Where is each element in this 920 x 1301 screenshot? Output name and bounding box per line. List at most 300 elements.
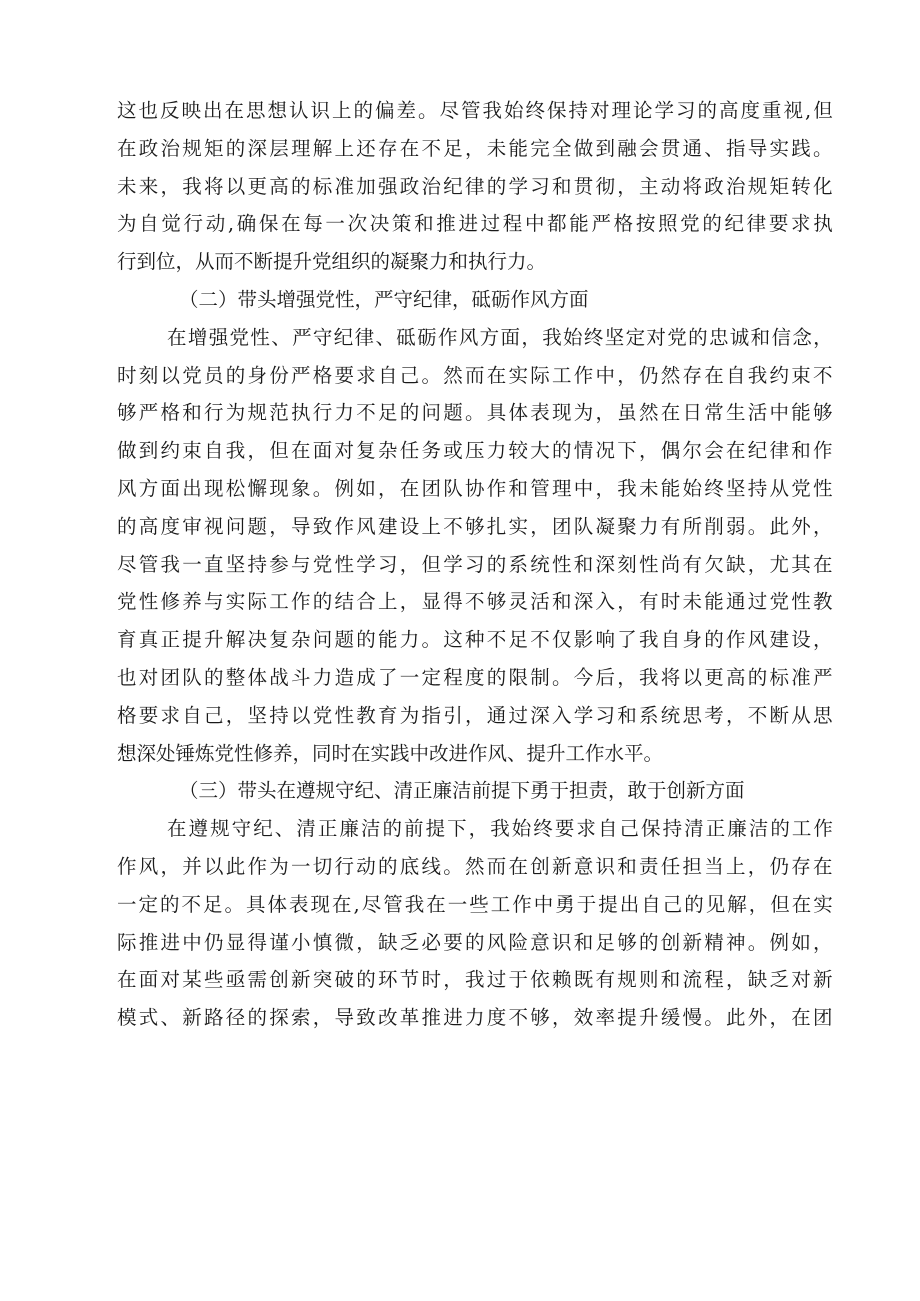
text-char: 实 — [813, 892, 833, 916]
text-char: 程 — [704, 968, 724, 992]
text-char: 指 — [726, 136, 746, 160]
text-char: 突 — [312, 968, 333, 992]
text-char: 的 — [399, 401, 420, 425]
text-char: 终 — [525, 99, 546, 122]
text-char: 建 — [378, 514, 398, 538]
text-char: 够 — [813, 401, 833, 425]
text-char: 教 — [813, 590, 833, 614]
text-char: 。 — [421, 363, 442, 387]
text-char: 思 — [246, 99, 266, 122]
text-char: 守 — [312, 325, 333, 349]
text-char: 洁 — [360, 817, 381, 841]
text-char: ， — [312, 1006, 333, 1030]
text-char: 实 — [225, 590, 246, 614]
text-char: 能 — [508, 136, 529, 160]
text-char: 不 — [486, 628, 507, 652]
text-char: 作 — [813, 439, 833, 463]
text-char: 有 — [660, 514, 681, 538]
text-char: 方 — [138, 476, 159, 500]
text-char: ， — [552, 1006, 572, 1030]
text-char: 要 — [334, 363, 355, 387]
text-char: 新 — [813, 968, 833, 992]
text-char: 然 — [443, 363, 463, 387]
text-char: 矩 — [769, 174, 790, 198]
text-char: 松 — [225, 476, 246, 500]
text-char: 还 — [356, 136, 376, 160]
text-char: 仍 — [769, 854, 790, 878]
text-char: 的 — [160, 892, 180, 916]
text-char: 我 — [160, 552, 181, 576]
text-char: , — [805, 99, 812, 122]
text-char: 对 — [646, 325, 666, 349]
text-char: 上 — [726, 854, 746, 878]
text-char: 砺 — [417, 325, 437, 349]
text-char: 深 — [247, 136, 268, 160]
text-char: 份 — [269, 363, 289, 387]
text-char: 系 — [508, 552, 529, 576]
text-char: 统 — [530, 552, 550, 576]
text-char: 为 — [399, 703, 420, 727]
text-char: 乏 — [769, 968, 790, 992]
text-char: 标 — [769, 665, 790, 689]
text-char: 况 — [595, 439, 616, 463]
text-char: 论 — [633, 99, 653, 122]
text-char: 正 — [705, 817, 726, 841]
text-char: 要 — [554, 817, 575, 841]
text-char: 响 — [595, 628, 616, 652]
text-char: 审 — [182, 514, 202, 538]
text-char: 复 — [356, 439, 376, 463]
text-char: 律 — [746, 212, 767, 236]
text-char: 中 — [533, 892, 554, 916]
text-char: 主 — [639, 174, 659, 198]
text-char: 缺 — [747, 968, 768, 992]
text-char: 够 — [486, 590, 507, 614]
text-char: 和 — [182, 401, 202, 425]
text-char: 不 — [530, 628, 550, 652]
text-char: 解 — [225, 628, 246, 652]
text-char: 我 — [482, 99, 503, 122]
text-char: 定 — [421, 665, 442, 689]
text-char: ， — [465, 136, 485, 160]
text-char: 致 — [312, 514, 333, 538]
text-char: 未 — [486, 136, 507, 160]
text-char: 从 — [769, 476, 790, 500]
text-char: 切 — [312, 854, 333, 878]
text-char: 在 — [224, 99, 245, 122]
text-char: 治 — [726, 174, 746, 198]
text-char: 党 — [680, 212, 700, 236]
text-char: 规 — [747, 174, 768, 198]
text-line — [117, 697, 833, 735]
text-char: 始 — [504, 99, 524, 122]
text-char: 得 — [247, 930, 268, 954]
paragraph-3 — [117, 810, 833, 1037]
text-char: 精 — [704, 930, 724, 954]
text-char: , — [227, 212, 235, 236]
text-char: 。 — [443, 854, 463, 878]
text-char: 力 — [399, 628, 420, 652]
text-char: 在 — [791, 1006, 811, 1030]
text-char: 我 — [404, 892, 425, 916]
text-char: 自 — [378, 363, 398, 387]
text-line — [117, 357, 833, 395]
text-char: 在 — [660, 401, 681, 425]
text-char: 不 — [813, 363, 833, 387]
text-char: 。 — [421, 628, 442, 652]
text-char: 的 — [486, 665, 507, 689]
text-char: 在 — [399, 136, 420, 160]
text-char: 上 — [334, 136, 355, 160]
text-char: 限 — [508, 665, 529, 689]
text-char: 建 — [769, 628, 790, 652]
text-char: 要 — [138, 703, 159, 727]
text-char: 我 — [182, 174, 202, 198]
text-char: 、 — [274, 817, 295, 841]
text-char: 、 — [271, 325, 291, 349]
text-line — [117, 470, 833, 508]
text-char: 此 — [225, 854, 246, 878]
text-char: 力 — [334, 401, 355, 425]
text-char: ， — [639, 439, 659, 463]
text-char: 作 — [726, 628, 746, 652]
text-char: 这 — [443, 628, 463, 652]
text-char: 完 — [530, 136, 550, 160]
text-char: 洁 — [748, 817, 769, 841]
text-char: ， — [521, 325, 541, 349]
text-char: 的 — [353, 99, 374, 122]
text-char: 仍 — [639, 363, 659, 387]
text-char: 求 — [356, 363, 376, 387]
text-char: 在 — [167, 817, 187, 841]
text-char: 有 — [639, 590, 659, 614]
text-line — [117, 92, 833, 130]
text-char: 中 — [769, 401, 790, 425]
text-char: 作 — [437, 325, 458, 349]
text-char: 作 — [486, 476, 507, 500]
text-char: 纪 — [333, 325, 354, 349]
text-char: 程 — [502, 212, 523, 236]
text-char: 党 — [667, 325, 687, 349]
text-char: 保 — [547, 99, 567, 122]
text-char: 矩 — [204, 136, 224, 160]
text-char: 生 — [726, 401, 746, 425]
text-char: 党 — [117, 590, 137, 614]
text-char: 砥 — [396, 325, 416, 349]
text-char: ， — [595, 476, 616, 500]
text-char: 足 — [203, 892, 223, 916]
text-char: ， — [813, 628, 833, 652]
text-char: 考 — [704, 703, 724, 727]
text-char: 按 — [635, 212, 656, 236]
text-char: 路 — [204, 1006, 224, 1030]
text-char: 以 — [291, 703, 311, 727]
text-char: 未 — [117, 174, 137, 198]
text-char: 前 — [404, 817, 424, 841]
text-char: 显 — [225, 930, 246, 954]
text-char: 能 — [569, 212, 589, 236]
text-char: 题 — [443, 401, 463, 425]
text-char: 通 — [726, 590, 746, 614]
text-char: 教 — [356, 703, 376, 727]
text-char: 设 — [399, 514, 420, 538]
text-char: 严 — [813, 665, 833, 689]
text-char: 身 — [247, 363, 268, 387]
text-char: 和 — [791, 439, 811, 463]
text-char: ， — [530, 514, 550, 538]
document-page — [117, 92, 833, 1037]
text-char: 党 — [229, 325, 250, 349]
text-char: 升 — [639, 1006, 659, 1030]
text-char: 做 — [573, 136, 594, 160]
text-char: 管 — [138, 552, 159, 576]
text-char: 、 — [160, 1006, 181, 1030]
text-char: 尽 — [117, 552, 137, 576]
text-char: 行 — [334, 854, 355, 878]
text-char: 和 — [552, 590, 572, 614]
text-char: 出 — [619, 892, 640, 916]
text-char: 设 — [791, 628, 811, 652]
text-char: 束 — [791, 363, 811, 387]
text-char: 环 — [378, 968, 398, 992]
text-char: 党 — [769, 590, 790, 614]
text-char: 层 — [269, 136, 289, 160]
text-char: 制 — [530, 665, 550, 689]
text-char: ， — [399, 590, 420, 614]
text-char: 所 — [682, 514, 703, 538]
text-char: 聚 — [617, 514, 637, 538]
text-char: 也 — [117, 665, 137, 689]
text-char: 新 — [682, 930, 703, 954]
text-char: 工 — [269, 590, 289, 614]
text-char: 赖 — [552, 968, 572, 992]
text-char: 学 — [356, 552, 376, 576]
text-char: 在 — [117, 136, 137, 160]
text-char: 面 — [138, 968, 159, 992]
text-char: 够 — [465, 514, 485, 538]
text-char: 对 — [160, 968, 181, 992]
text-char: 贯 — [573, 174, 594, 198]
text-char: 下 — [447, 817, 467, 841]
text-char: 诚 — [729, 325, 750, 349]
text-char: 力 — [312, 665, 333, 689]
text-char: 会 — [704, 439, 724, 463]
text-line — [117, 508, 833, 546]
text-char: 遵 — [188, 817, 209, 841]
text-char: 的 — [770, 817, 790, 841]
text-char: ， — [356, 930, 376, 954]
text-char: 性 — [334, 703, 355, 727]
text-char: 严 — [591, 212, 611, 236]
text-char: 作 — [813, 817, 833, 841]
text-char: 党 — [312, 703, 333, 727]
text-char: 的 — [356, 968, 376, 992]
text-char: 修 — [160, 590, 181, 614]
text-char: ， — [747, 854, 768, 878]
text-char: 而 — [465, 363, 485, 387]
text-char: 率 — [595, 1006, 616, 1030]
text-char: 题 — [247, 514, 268, 538]
text-char: 解 — [312, 136, 333, 160]
text-char: 虽 — [617, 401, 637, 425]
text-char: 时 — [117, 363, 137, 387]
text-char: 后 — [595, 665, 616, 689]
text-char: 真 — [138, 628, 159, 652]
text-char: 范 — [269, 401, 289, 425]
text-char: 更 — [247, 174, 268, 198]
text-char: 会 — [639, 136, 659, 160]
text-char: ， — [617, 590, 637, 614]
text-char: 融 — [617, 136, 637, 160]
text-char: 际 — [117, 930, 137, 954]
text-char: 的 — [486, 174, 507, 198]
text-char: 指 — [421, 703, 442, 727]
text-char: 学 — [508, 174, 529, 198]
text-char: ， — [617, 363, 637, 387]
text-char: 一 — [117, 892, 137, 916]
text-char: 终 — [583, 325, 604, 349]
text-char: 乏 — [399, 930, 420, 954]
text-char: 加 — [356, 174, 376, 198]
text-char: 和 — [573, 930, 594, 954]
text-char: 强 — [208, 325, 229, 349]
text-char: ， — [160, 174, 181, 198]
text-char: 转 — [791, 174, 811, 198]
text-char: 进 — [458, 212, 478, 236]
text-char: 守 — [231, 817, 252, 841]
text-char: 某 — [182, 968, 202, 992]
text-char: 推 — [421, 1006, 442, 1030]
text-char: 格 — [117, 703, 137, 727]
text-char: 斗 — [291, 665, 311, 689]
text-char: 些 — [469, 892, 489, 916]
text-char: 尽 — [439, 99, 460, 122]
text-char: 造 — [334, 665, 355, 689]
text-char: 纪 — [724, 212, 745, 236]
text-char: 中 — [182, 930, 202, 954]
text-char: 作 — [512, 892, 532, 916]
text-char: 体 — [267, 892, 288, 916]
text-char: 律 — [465, 174, 485, 198]
text-char: 提 — [425, 817, 446, 841]
text-char: 到 — [138, 439, 159, 463]
text-char: 约 — [769, 363, 790, 387]
text-char: 己 — [619, 817, 639, 841]
text-char: 懈 — [247, 476, 268, 500]
text-char: 定 — [625, 325, 646, 349]
text-char: 行 — [204, 401, 224, 425]
text-char: ， — [617, 174, 637, 198]
text-char: 依 — [530, 968, 550, 992]
text-char: 实 — [508, 363, 529, 387]
text-char: 决 — [247, 628, 268, 652]
text-char: 深 — [530, 703, 550, 727]
text-char: 在 — [726, 439, 746, 463]
text-char: 引 — [443, 703, 463, 727]
text-char: 持 — [247, 552, 268, 576]
text-char: 理 — [552, 476, 572, 500]
text-char: 外 — [791, 514, 811, 538]
text-char: 径 — [225, 1006, 246, 1030]
text-char: 亟 — [225, 968, 246, 992]
text-char: 格 — [160, 401, 181, 425]
text-char: 合 — [356, 590, 376, 614]
text-char: 己 — [399, 363, 420, 387]
text-char: 在 — [332, 892, 352, 916]
text-char: 束 — [182, 439, 202, 463]
text-char: 问 — [225, 514, 246, 538]
text-char: 执 — [813, 212, 833, 236]
text-char: 例 — [334, 476, 355, 500]
text-char: 然 — [465, 854, 485, 878]
text-char: 我 — [225, 439, 246, 463]
text-char: 规 — [182, 136, 202, 160]
text-char: 底 — [399, 854, 420, 878]
text-char: 和 — [617, 854, 637, 878]
text-char: ， — [225, 703, 246, 727]
text-char: 治 — [160, 136, 181, 160]
text-char: 在 — [117, 968, 137, 992]
text-char: 清 — [296, 817, 316, 841]
text-char: 缺 — [726, 552, 746, 576]
text-char: 破 — [334, 968, 355, 992]
text-char: 了 — [378, 665, 398, 689]
text-char: 将 — [660, 665, 681, 689]
text-char: 正 — [317, 817, 338, 841]
text-char: 进 — [443, 1006, 463, 1030]
text-char: 能 — [660, 476, 681, 500]
text-char: 情 — [573, 439, 594, 463]
text-char: 其 — [791, 552, 811, 576]
text-char: 意 — [573, 854, 594, 878]
section-heading-3: （三）带头在遵规守纪、清正廉洁前提下勇于担责，敢于创新方面 — [179, 779, 745, 803]
text-char: 大 — [530, 439, 550, 463]
text-char: 解 — [727, 892, 747, 916]
text-char: 致 — [356, 1006, 376, 1030]
text-char: 纪 — [443, 174, 463, 198]
text-char: ， — [726, 968, 746, 992]
text-char: 具 — [486, 401, 507, 425]
text-char: 实 — [769, 136, 790, 160]
text-char: 作 — [291, 590, 311, 614]
text-char: 识 — [310, 99, 331, 122]
text-char: 杂 — [291, 628, 311, 652]
text-char: 际 — [530, 363, 550, 387]
text-char: 削 — [704, 514, 724, 538]
text-char: 在 — [291, 439, 311, 463]
text-char: 自 — [204, 439, 224, 463]
text-char: 效 — [573, 1006, 594, 1030]
text-char: 队 — [443, 476, 463, 500]
text-char: 一 — [182, 552, 202, 576]
text-char: 索 — [291, 1006, 311, 1030]
text-char: 标 — [312, 174, 333, 198]
text-char: 觉 — [161, 212, 181, 236]
text-char: 的 — [552, 439, 572, 463]
text-char: 刻 — [617, 552, 637, 576]
text-char: 常 — [704, 401, 724, 425]
text-char: ， — [748, 892, 769, 916]
text-char: 凝 — [595, 514, 616, 538]
text-char: 彻 — [595, 174, 616, 198]
text-char: 党 — [182, 363, 202, 387]
text-char: 政 — [399, 174, 420, 198]
text-char: 仍 — [204, 930, 224, 954]
text-char: 想 — [267, 99, 288, 122]
text-char: 忠 — [708, 325, 729, 349]
text-char: 要 — [443, 930, 463, 954]
text-char: 以 — [160, 363, 181, 387]
